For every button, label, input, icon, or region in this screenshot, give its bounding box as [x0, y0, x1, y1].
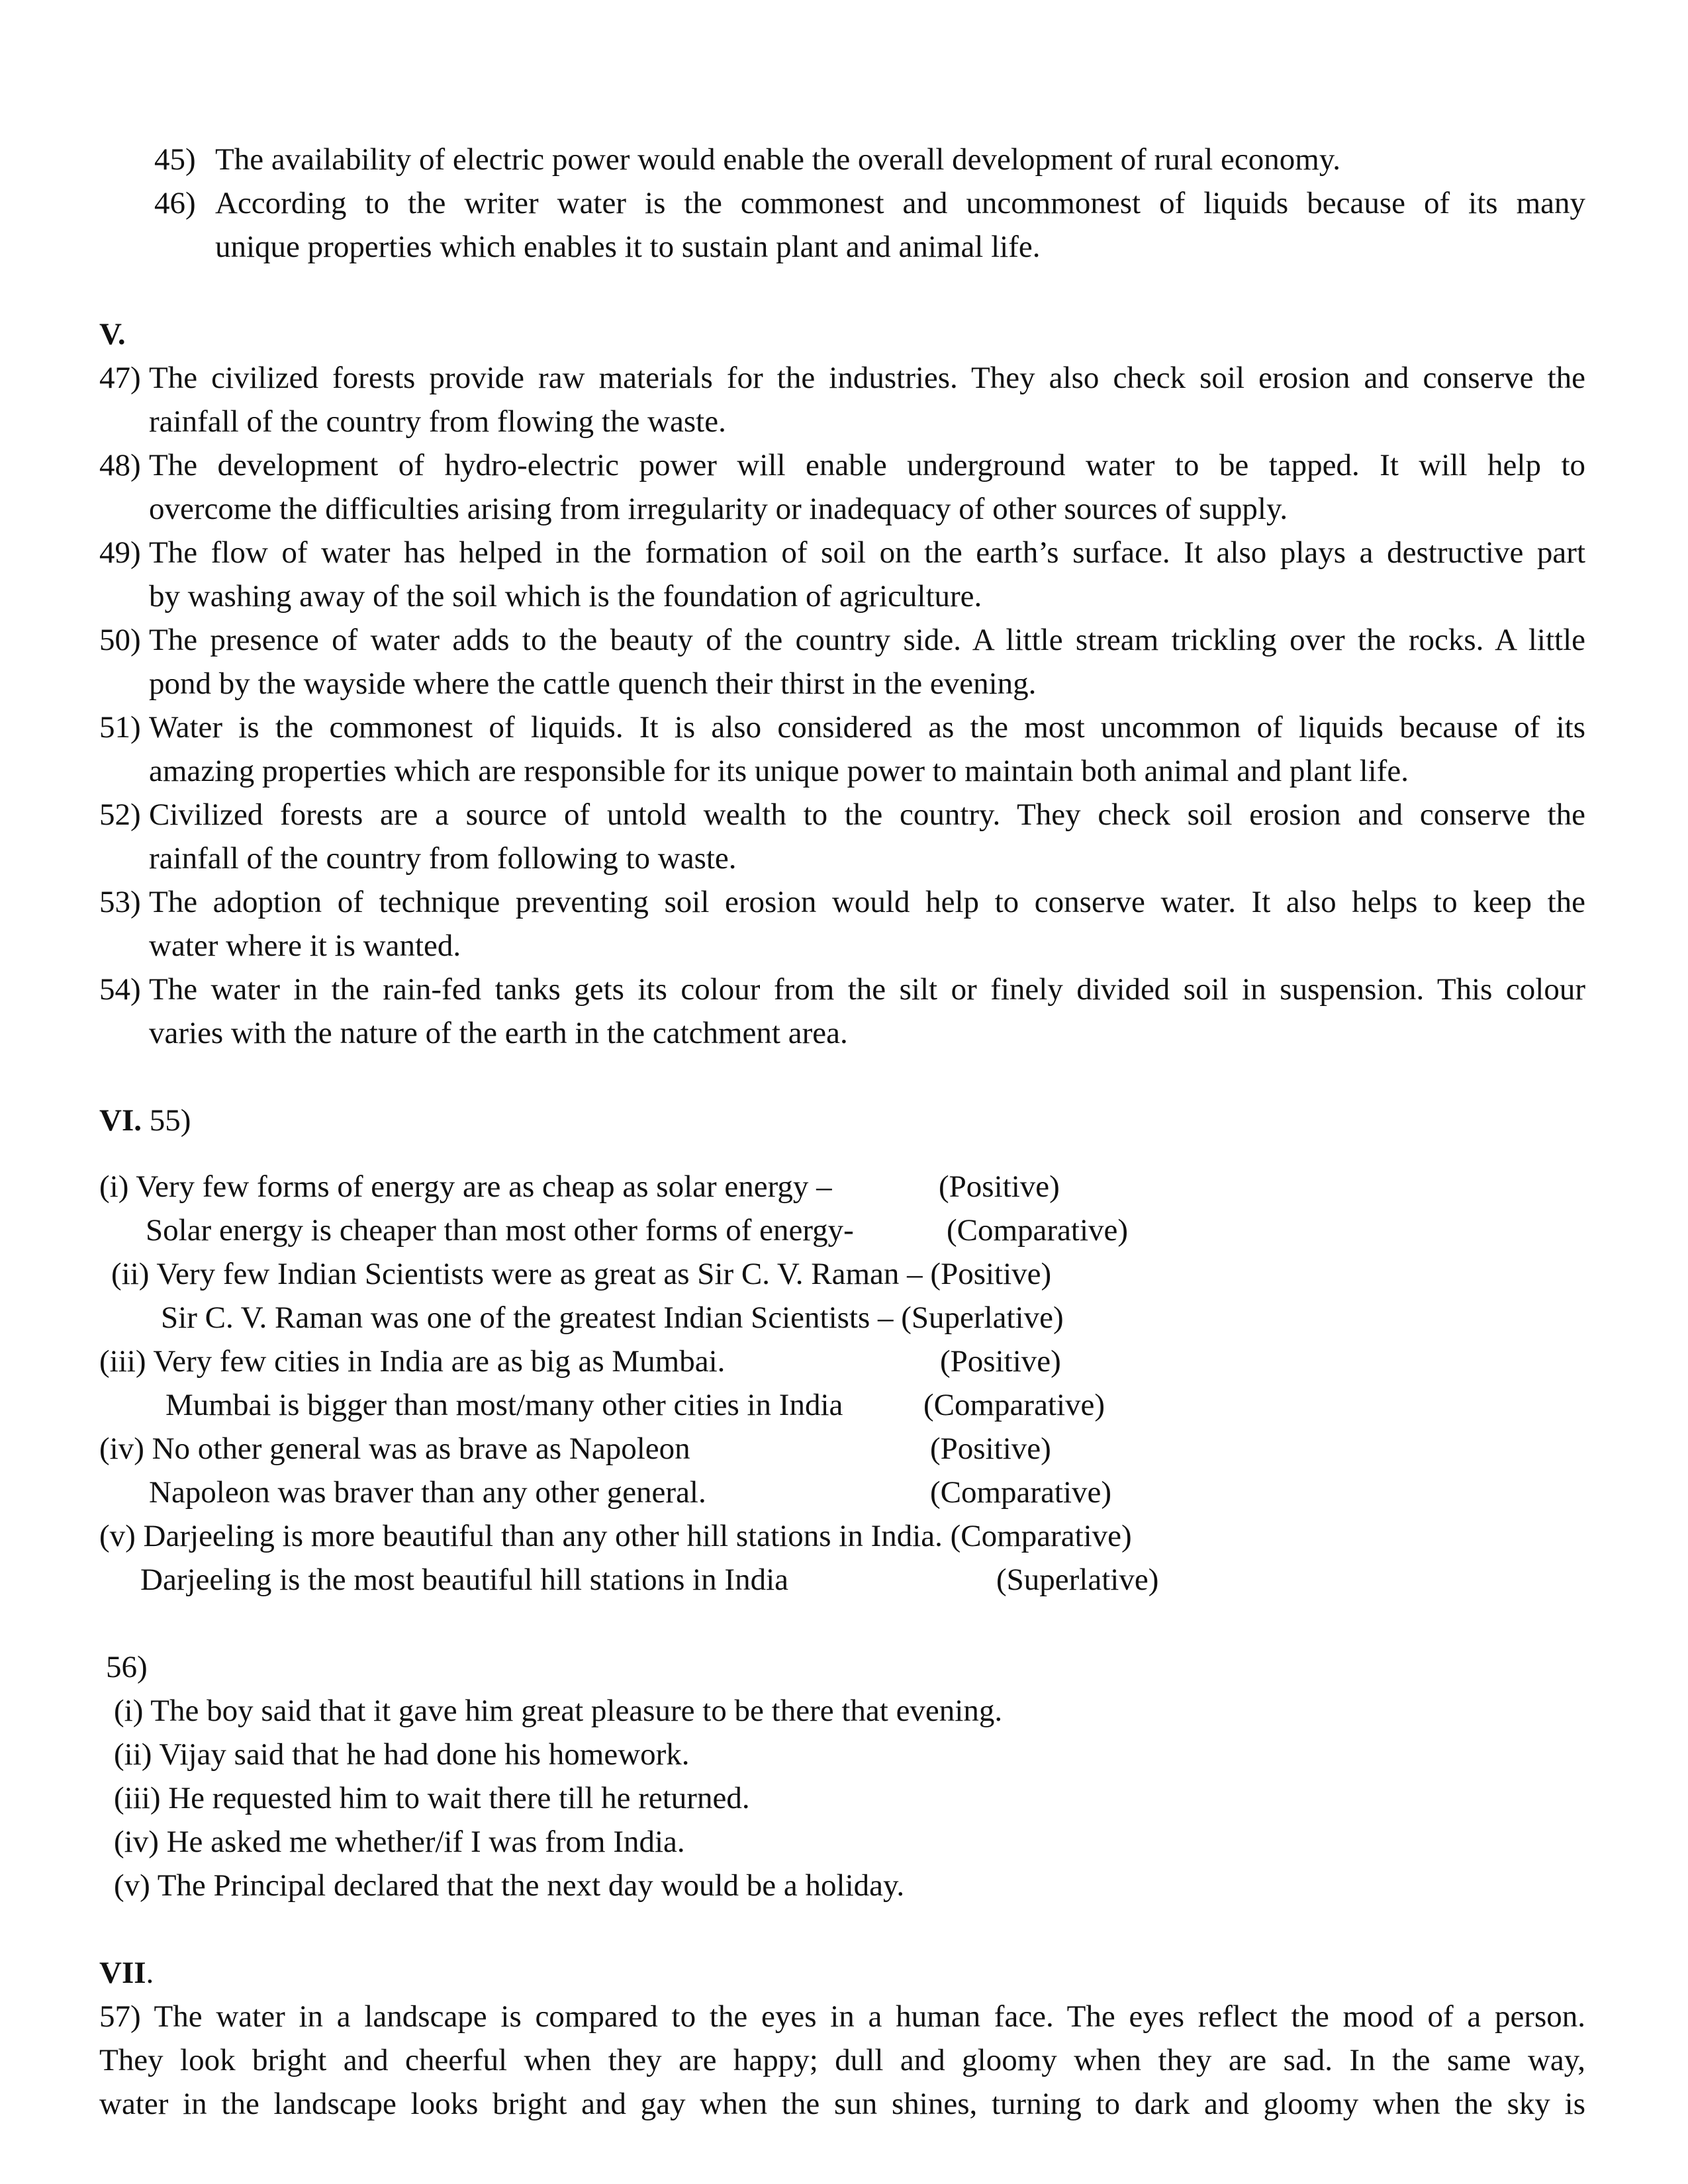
section-heading-vii-period: .	[146, 1956, 154, 1990]
item-text-line: amazing properties which are responsible for its unique power to maintain both animal and plant life.	[149, 754, 1409, 788]
item-text-line: by washing away of the soil which is the foundation of agriculture.	[149, 579, 982, 614]
section-heading-vii-label: VII	[99, 1956, 146, 1990]
sentence-line: Mumbai is bigger than most/many other cities in India	[165, 1388, 843, 1422]
degree-label: (Positive)	[940, 1344, 1061, 1379]
question-number-55: 55)	[149, 1103, 191, 1138]
sentence-line: Sir C. V. Raman was one of the greatest Indian Scientists – (Superlative)	[161, 1300, 1064, 1335]
reported-speech-line: (v) The Principal declared that the next day would be a holiday.	[114, 1868, 905, 1903]
item-text-line: Civilized forests are a source of untold wealth to the country. They check soil erosion and conserve the	[149, 797, 1585, 832]
section-heading-vi	[99, 1099, 191, 1142]
section-heading-vii	[99, 1951, 154, 1995]
item-number: 51)	[99, 710, 141, 745]
item-text-line: rainfall of the country from following to waste.	[149, 841, 737, 876]
section-heading-v: V.	[99, 317, 126, 351]
item-text-line: The civilized forests provide raw materials for the industries. They also check soil erosion and conserve the	[149, 361, 1585, 395]
paragraph-line: water in the landscape looks bright and gay when the sun shines, turning to dark and gloomy when the sky is	[99, 2087, 1585, 2121]
item-number: 47)	[99, 361, 141, 395]
paragraph-line: They look bright and cheerful when they are happy; dull and gloomy when they are sad. In the same way,	[99, 2043, 1585, 2077]
sentence-line: (iii) Very few cities in India are as big as Mumbai.	[99, 1344, 726, 1379]
paragraph-line: 57) The water in a landscape is compared to the eyes in a human face. The eyes reflect the mood of a person.	[99, 1999, 1585, 2034]
item-text-line: The flow of water has helped in the formation of soil on the earth’s surface. It also plays a destructive part	[149, 535, 1585, 570]
degree-label: (Comparative)	[947, 1213, 1129, 1248]
sentence-line: Solar energy is cheaper than most other forms of energy-	[146, 1213, 854, 1248]
item-text-line: The development of hydro-electric power will enable underground water to be tapped. It will help to	[149, 448, 1585, 482]
sentence-line: (v) Darjeeling is more beautiful than any other hill stations in India. (Comparative)	[99, 1519, 1132, 1553]
sentence-line: (iv) No other general was as brave as Napoleon	[99, 1432, 690, 1466]
item-number: 50)	[99, 623, 141, 657]
item-text-line: varies with the nature of the earth in the catchment area.	[149, 1016, 848, 1050]
degree-label: (Positive)	[939, 1169, 1060, 1204]
item-text-line: Water is the commonest of liquids. It is also considered as the most uncommon of liquids because of its	[149, 710, 1585, 745]
item-text-line: overcome the difficulties arising from irregularity or inadequacy of other sources of supply.	[149, 492, 1288, 526]
item-text-line: The water in the rain-fed tanks gets its colour from the silt or finely divided soil in suspension. This colour	[149, 972, 1585, 1007]
section-heading-vi-label: VI.	[99, 1103, 142, 1138]
reported-speech-line: (iv) He asked me whether/if I was from India.	[114, 1825, 685, 1859]
question-number-56: 56)	[106, 1650, 148, 1684]
sentence-line: (ii) Very few Indian Scientists were as great as Sir C. V. Raman – (Positive)	[111, 1257, 1052, 1291]
sentence-line: Napoleon was braver than any other general.	[149, 1475, 706, 1510]
item-text-line: water where it is wanted.	[149, 929, 461, 963]
item-number: 53)	[99, 885, 141, 919]
degree-label: (Comparative)	[930, 1475, 1112, 1510]
item-text-line: pond by the wayside where the cattle quench their thirst in the evening.	[149, 666, 1037, 701]
item-number: 46)	[154, 186, 196, 220]
item-number: 52)	[99, 797, 141, 832]
degree-label: (Comparative)	[923, 1388, 1105, 1422]
reported-speech-line: (i) The boy said that it gave him great pleasure to be there that evening.	[114, 1694, 1003, 1728]
item-text-line: rainfall of the country from flowing the waste.	[149, 404, 726, 439]
item-text-line: The adoption of technique preventing soil erosion would help to conserve water. It also helps to keep the	[149, 885, 1585, 919]
sentence-line: Darjeeling is the most beautiful hill stations in India	[140, 1563, 788, 1597]
sentence-line: (i) Very few forms of energy are as cheap as solar energy –	[99, 1169, 832, 1204]
degree-label: (Positive)	[930, 1432, 1051, 1466]
degree-label: (Superlative)	[996, 1563, 1159, 1597]
reported-speech-line: (iii) He requested him to wait there till he returned.	[114, 1781, 750, 1815]
item-text-line: unique properties which enables it to sustain plant and animal life.	[215, 230, 1041, 264]
item-number: 54)	[99, 972, 141, 1007]
item-text-line: The availability of electric power would enable the overall development of rural economy.	[215, 142, 1341, 177]
reported-speech-line: (ii) Vijay said that he had done his homework.	[114, 1737, 690, 1772]
item-text-line: According to the writer water is the commonest and uncommonest of liquids because of its many	[215, 186, 1585, 220]
item-number: 45)	[154, 142, 196, 177]
item-number: 48)	[99, 448, 141, 482]
item-number: 49)	[99, 535, 141, 570]
item-text-line: The presence of water adds to the beauty of the country side. A little stream trickling over the rocks. A little	[149, 623, 1585, 657]
